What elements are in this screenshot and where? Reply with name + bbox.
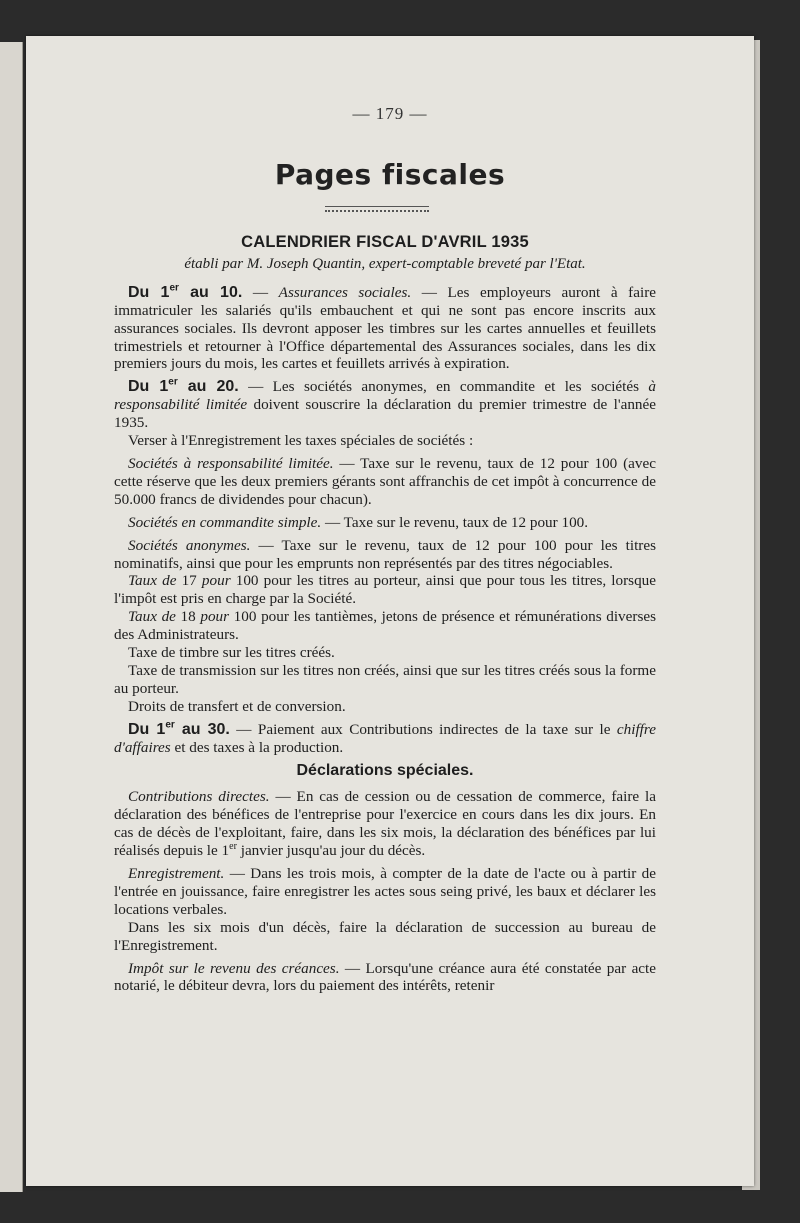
article-body: [114, 234, 656, 995]
sarl-paragraph: Sociétés à responsabilité limitée. — Taxe sur le revenu, taux de 12 pour 100 (avec cette réserve que les deux premiers gérants sont affranchis de cet impôt à concurrence de 50.000 francs de dividendes pour chacun).: [114, 454, 656, 508]
section-1-emphasis: Assurances sociales.: [278, 283, 412, 301]
sa-paragraph: Sociétés anonymes. — Taxe sur le revenu, taux de 12 pour 100 pour les titres nominatifs, ainsi que pour les emprunts non représentés par des titres négociables.: [114, 536, 656, 572]
transmission-paragraph: Taxe de transmission sur les titres non créés, ainsi que sur les titres créés sous la forme au porteur.: [114, 661, 656, 697]
transfert-paragraph: Droits de transfert et de conversion.: [128, 697, 346, 715]
scs-paragraph: Sociétés en commandite simple. — Taxe sur le revenu, taux de 12 pour 100.: [128, 513, 589, 531]
calendar-heading: CALENDRIER FISCAL D'AVRIL 1935: [241, 233, 529, 251]
contributions-directes-paragraph: Contributions directes. — En cas de cession ou de cessation de commerce, faire la déclaration des bénéfices de l'entreprise pour l'exercice en cours dans les dix jours. En cas de décès de l'exploitant, faire, dans les six mois, la déclaration des bénéfices par lui réalisés depuis le 1er janvier jusqu'au jour du décès.: [114, 788, 657, 860]
timbre-paragraph: Taxe de timbre sur les titres créés.: [128, 644, 335, 662]
title-rule: [325, 206, 429, 212]
section-3-paragraph: Du 1er au 30. — Paiement aux Contributions indirectes de la taxe sur le chiffre d'affaires et des taxes à la production.: [114, 719, 656, 756]
page-title: Pages fiscales: [274, 158, 506, 191]
section-3-lead: Du 1er au 30.: [128, 719, 230, 738]
impot-revenu-creances-paragraph: Impôt sur le revenu des créances. — Lorsqu'une créance aura été constatée par acte notarié, le débiteur devra, lors du paiement des intérêts, retenir: [114, 959, 657, 995]
enregistrement-paragraph: Enregistrement. — Dans les trois mois, à compter de la date de l'acte ou à partir de l'entrée en jouissance, faire enregistrer les actes sous seing privé, les baux et déclarer les locations verbales.: [114, 865, 656, 918]
page-number: — 179 —: [352, 104, 428, 123]
section-1-lead: Du 1er au 10.: [128, 282, 243, 301]
taux-17-paragraph: Taux de 17 pour 100 pour les titres au porteur, ainsi que pour tous les titres, lorsque l'impôt est pris en charge par la Société.: [114, 572, 656, 608]
section-2-paragraph: Du 1er au 20. — Les sociétés anonymes, en commandite et les sociétés à responsabilité limitée doivent souscrire la déclaration du premier trimestre de l'année 1935.: [114, 377, 657, 432]
succession-paragraph: Dans les six mois d'un décès, faire la déclaration de succession au bureau de l'Enregistrement.: [114, 918, 656, 954]
section-2-emphasis: à responsabilité limitée: [114, 378, 657, 414]
verser-paragraph: Verser à l'Enregistrement les taxes spéciales de sociétés :: [128, 432, 474, 450]
section-3-emphasis: chiffre d'affaires: [114, 720, 656, 756]
special-declarations-heading: Déclarations spéciales.: [296, 762, 474, 780]
document-page: [26, 36, 754, 1186]
section-2-lead: Du 1er au 20.: [128, 377, 239, 396]
previous-page-edge: [0, 42, 23, 1192]
section-1-paragraph: Du 1er au 10. — Assurances sociales. — Les employeurs auront à faire immatriculer les salariés qu'ils embauchent et qui ne sont pas encore inscrits aux assurances sociales. Ils devront apposer les timbres sur les cartes annuelles et feuillets trimestriels et retourner à l'Office départemental des Assurances sociales, dans les dix premiers jours du mois, les cartes et feuillets arrivés à expiration.: [114, 282, 657, 373]
taux-18-paragraph: Taux de 18 pour 100 pour les tantièmes, jetons de présence et rémunérations diverses des Administrateurs.: [114, 608, 657, 644]
calendar-byline: établi par M. Joseph Quantin, expert-comptable breveté par l'Etat.: [184, 255, 586, 272]
